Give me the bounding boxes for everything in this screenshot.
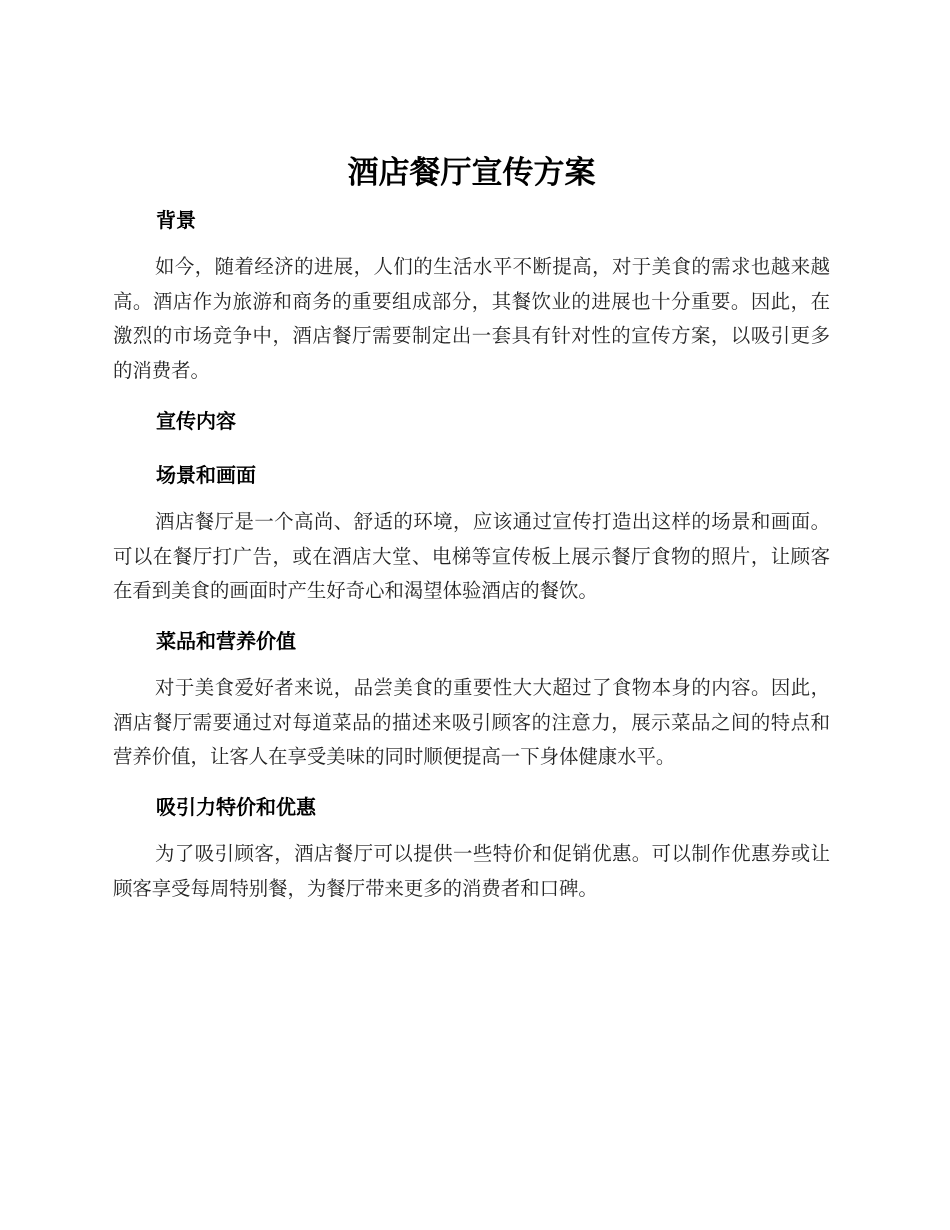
paragraph-background: 如今，随着经济的进展，人们的生活水平不断提高，对于美食的需求也越来越高。酒店作为旅游和商务的重要组成部分，其餐饮业的进展也十分重要。因此，在激烈的市场竞争中，酒店餐厅需要制定出一套具有针对性的宣传方案，以吸引更多的消费者。 [113, 255, 830, 383]
document-title: 酒店餐厅宣传方案 [347, 155, 596, 191]
paragraph-specials-and-discounts: 为了吸引顾客，酒店餐厅可以提供一些特价和促销优惠。可以制作优惠券或让顾客享受每周特别餐，为餐厅带来更多的消费者和口碑。 [113, 842, 830, 900]
section-heading-scene-and-imagery: 场景和画面 [156, 462, 256, 487]
paragraph-dishes-and-nutrition: 对于美食爱好者来说，品尝美食的重要性大大超过了食物本身的内容。因此，酒店餐厅需要通过对每道菜品的描述来吸引顾客的注意力，展示菜品之间的特点和营养价值，让客人在享受美味的同时顺便提高一下身体健康水平。 [113, 675, 830, 769]
paragraph-scene-and-imagery: 酒店餐厅是一个高尚、舒适的环境，应该通过宣传打造出这样的场景和画面。可以在餐厅打广告，或在酒店大堂、电梯等宣传板上展示餐厅食物的照片，让顾客在看到美食的画面时产生好奇心和渴望体验酒店的餐饮。 [113, 509, 830, 603]
section-heading-dishes-and-nutrition: 菜品和营养价值 [156, 628, 296, 653]
document-body [113, 150, 830, 906]
section-heading-specials-and-discounts: 吸引力特价和优惠 [156, 795, 316, 820]
section-heading-promotion-content: 宣传内容 [156, 408, 236, 433]
section-heading-background: 背景 [156, 208, 196, 232]
